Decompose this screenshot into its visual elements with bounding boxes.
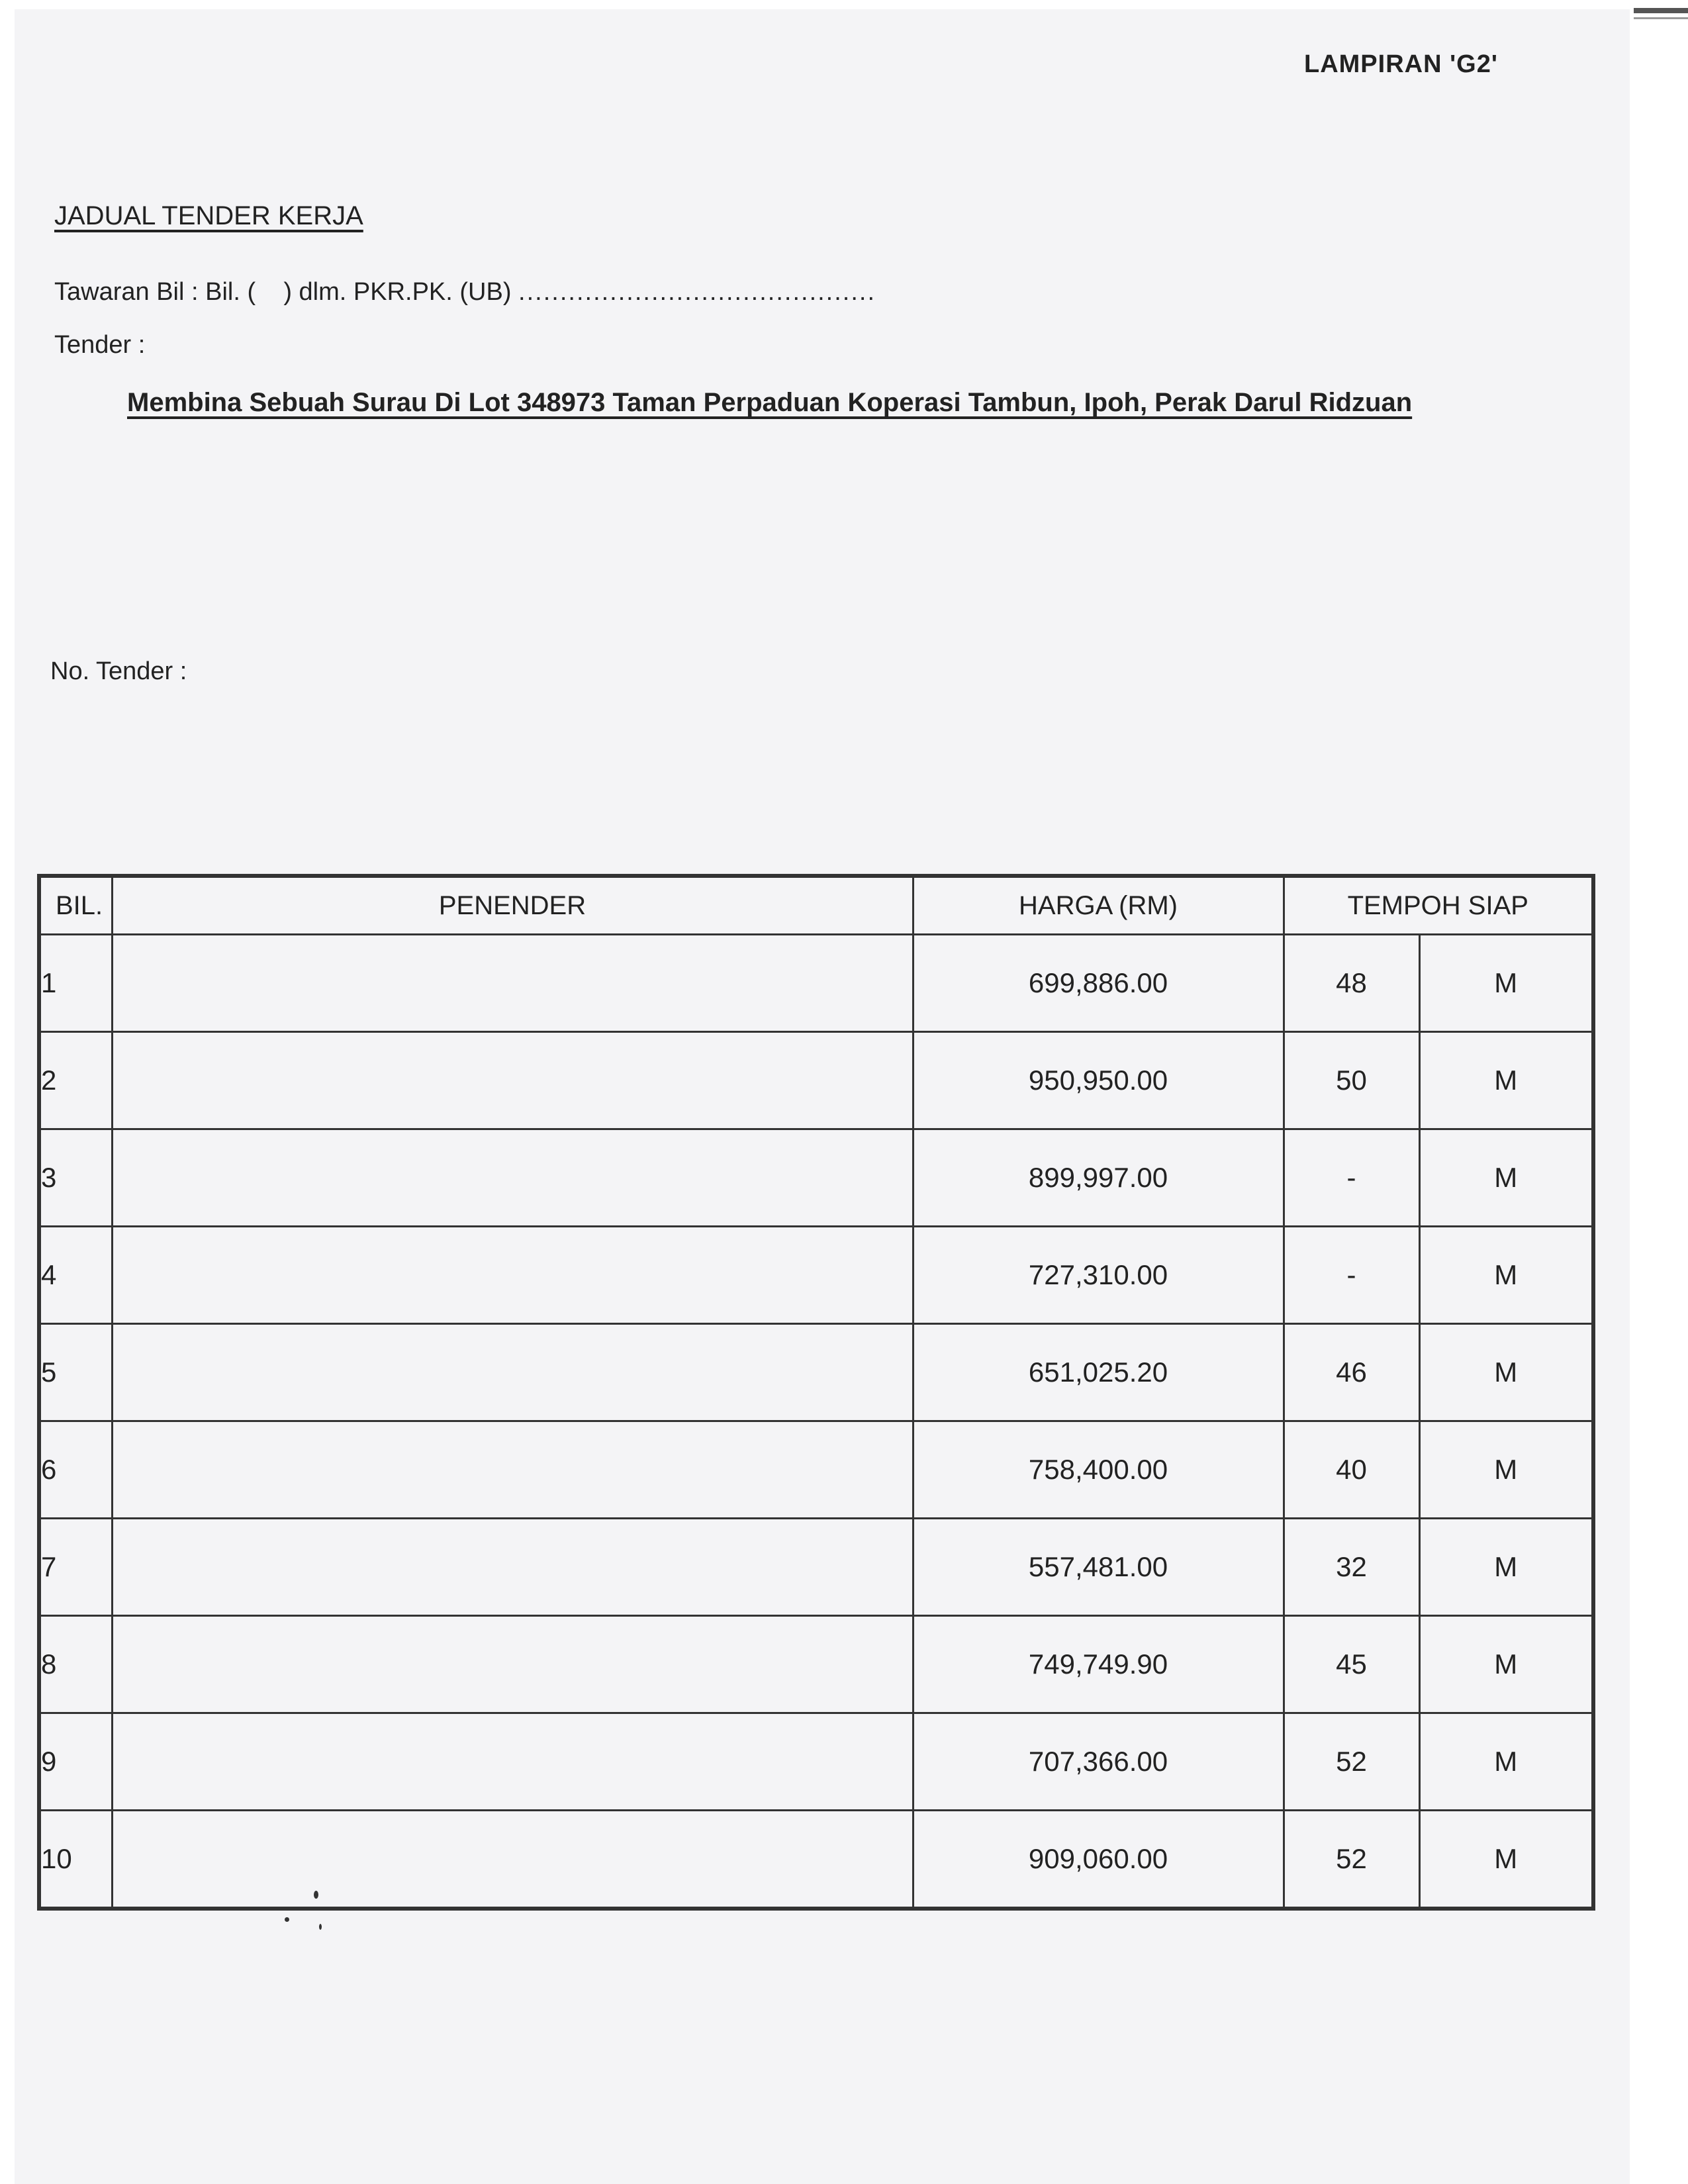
cell-tempoh: 46 [1284, 1324, 1419, 1421]
table-row [39, 1713, 1593, 1811]
cell-bil: 2 [39, 1032, 112, 1129]
cell-bil: 10 [39, 1811, 112, 1909]
cell-harga: 557,481.00 [913, 1519, 1284, 1616]
scan-edge-mark [1634, 8, 1688, 13]
cell-penender [112, 1421, 913, 1519]
cell-tempoh: 52 [1284, 1713, 1419, 1811]
cell-unit: M [1419, 1324, 1593, 1421]
tawaran-dots: ........................................... [518, 278, 876, 306]
cell-unit: M [1419, 1811, 1593, 1909]
table-row [39, 1129, 1593, 1227]
cell-penender [112, 935, 913, 1032]
document-title: JADUAL TENDER KERJA [54, 201, 363, 230]
cell-tempoh: 45 [1284, 1616, 1419, 1713]
scan-edge-mark-thin [1634, 17, 1688, 19]
cell-tempoh: 48 [1284, 935, 1419, 1032]
cell-unit: M [1419, 1032, 1593, 1129]
cell-unit: M [1419, 1713, 1593, 1811]
cell-unit: M [1419, 935, 1593, 1032]
cell-bil: 5 [39, 1324, 112, 1421]
tawaran-line [54, 278, 876, 307]
cell-harga: 758,400.00 [913, 1421, 1284, 1519]
cell-harga: 909,060.00 [913, 1811, 1284, 1909]
cell-harga: 651,025.20 [913, 1324, 1284, 1421]
table-row [39, 1227, 1593, 1324]
cell-harga: 727,310.00 [913, 1227, 1284, 1324]
cell-penender [112, 1713, 913, 1811]
cell-penender [112, 1032, 913, 1129]
cell-tempoh: - [1284, 1227, 1419, 1324]
ink-speck [285, 1917, 289, 1922]
cell-unit: M [1419, 1129, 1593, 1227]
cell-penender [112, 1811, 913, 1909]
table-header-row [39, 876, 1593, 935]
header-penender: PENENDER [112, 876, 913, 935]
table-row [39, 935, 1593, 1032]
cell-bil: 4 [39, 1227, 112, 1324]
cell-harga: 899,997.00 [913, 1129, 1284, 1227]
cell-bil: 6 [39, 1421, 112, 1519]
table-row [39, 1032, 1593, 1129]
cell-harga: 707,366.00 [913, 1713, 1284, 1811]
cell-penender [112, 1227, 913, 1324]
cell-tempoh: - [1284, 1129, 1419, 1227]
cell-tempoh: 40 [1284, 1421, 1419, 1519]
cell-harga: 749,749.90 [913, 1616, 1284, 1713]
cell-bil: 3 [39, 1129, 112, 1227]
table-row [39, 1324, 1593, 1421]
lampiran-label: LAMPIRAN 'G2' [1304, 50, 1498, 78]
cell-penender [112, 1616, 913, 1713]
tender-table [37, 874, 1595, 1911]
table-row [39, 1811, 1593, 1909]
tender-label: Tender : [54, 331, 146, 359]
table-row [39, 1421, 1593, 1519]
ink-speck [319, 1924, 322, 1930]
cell-tempoh: 32 [1284, 1519, 1419, 1616]
no-tender-label: No. Tender : [50, 657, 187, 685]
ink-speck [314, 1891, 318, 1899]
cell-bil: 7 [39, 1519, 112, 1616]
table-row [39, 1616, 1593, 1713]
tawaran-label: Tawaran Bil : Bil. ( ) dlm. PKR.PK. (UB) [54, 278, 512, 306]
cell-unit: M [1419, 1227, 1593, 1324]
cell-harga: 950,950.00 [913, 1032, 1284, 1129]
cell-bil: 8 [39, 1616, 112, 1713]
cell-unit: M [1419, 1519, 1593, 1616]
cell-bil: 9 [39, 1713, 112, 1811]
cell-penender [112, 1129, 913, 1227]
header-tempoh: TEMPOH SIAP [1284, 876, 1593, 935]
project-title: Membina Sebuah Surau Di Lot 348973 Taman Perpaduan Koperasi Tambun, Ipoh, Perak Darul Ridzuan [127, 388, 1413, 417]
cell-tempoh: 50 [1284, 1032, 1419, 1129]
cell-penender [112, 1324, 913, 1421]
cell-penender [112, 1519, 913, 1616]
cell-unit: M [1419, 1421, 1593, 1519]
header-harga: HARGA (RM) [913, 876, 1284, 935]
cell-bil: 1 [39, 935, 112, 1032]
cell-harga: 699,886.00 [913, 935, 1284, 1032]
header-bil: BIL. [39, 876, 112, 935]
cell-unit: M [1419, 1616, 1593, 1713]
table-row [39, 1519, 1593, 1616]
cell-tempoh: 52 [1284, 1811, 1419, 1909]
